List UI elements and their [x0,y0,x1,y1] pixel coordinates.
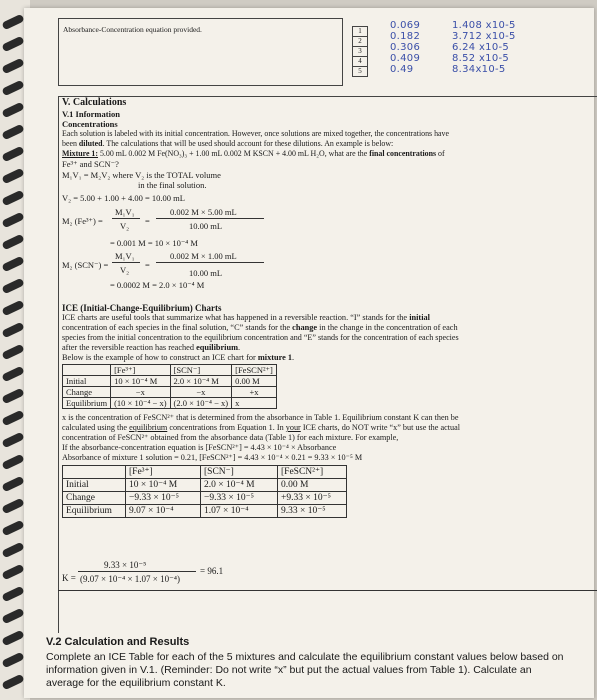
scn-denominator: 10.00 mL [189,268,223,278]
table-cell: −9.33 × 10⁻⁵ [201,492,278,505]
table-header: [Fe³⁺] [111,365,170,376]
table-cell: −9.33 × 10⁻⁵ [126,492,201,505]
table-header: [SCN⁻] [201,466,278,479]
row-number: 3 [353,47,368,57]
handwritten-absorbance: 0.306 [390,42,421,53]
table-cell: +9.33 × 10⁻⁵ [278,492,347,505]
table-cell: Initial [63,479,126,492]
table-cell: 9.33 × 10⁻⁵ [278,505,347,518]
table-cell: 9.07 × 10⁻⁴ [126,505,201,518]
mixture-line: Mixture 1: 5.00 mL 0.002 M Fe(NO₃)₃ + 1.00 mL 0.002 M KSCN + 4.00 mL H₂O, what are the final concentrations of [62,149,445,158]
k-numerator: 9.33 × 10⁻⁵ [104,560,147,570]
dilution-formula-note: in the final solution. [138,180,207,190]
fraction-bar [156,262,264,263]
fe-denominator: 10.00 mL [189,221,223,231]
table-cell: (2.0 × 10⁻⁴ − x) [170,398,232,409]
table-header: [SCN⁻] [170,365,232,376]
ice-heading: ICE (Initial-Change-Equilibrium) Charts [62,303,222,313]
ice-explanation-line: calculated using the equilibrium concentrations from Equation 1. In your ICE charts, do NOT write “x” but use the actual [62,423,460,432]
section-title: V. Calculations [62,97,127,108]
table-header: [FeSCN²⁺] [278,466,347,479]
row-number: 1 [353,27,368,37]
table-cell: Equilibrium [63,398,111,409]
handwritten-absorbance: 0.182 [390,31,421,42]
table-cell: 0.00 M [232,376,277,387]
equals-sign: = [145,216,150,226]
ice-paragraph-line: Below is the example of how to construct an ICE chart for mixture 1. [62,353,295,362]
intro-line: been diluted. The calculations that will be used should account for these dilutions. An example is below: [62,139,394,148]
table-cell: 10 × 10⁻⁴ M [126,479,201,492]
handwritten-concentration: 8.52 x10-5 [452,53,510,64]
subsection-title: V.1 Information [62,109,120,119]
concentrations-heading: Concentrations [62,119,118,129]
k-result: = 96.1 [200,566,224,576]
fraction-bar [78,571,196,572]
handwritten-concentration: 6.24 x10-5 [452,42,510,53]
handwritten-absorbance: 0.49 [390,64,414,75]
handwritten-absorbance: 0.409 [390,53,421,64]
fe-numerator: 0.002 M × 5.00 mL [170,207,237,217]
scn-frac-top: M₁V₁ [115,251,135,261]
ice-paragraph-line: species from the initial concentration to the equilibrium concentration and “E” stands for the concentration of each species [62,333,459,342]
fraction-bar [112,218,140,219]
fraction-bar [112,262,140,263]
handwritten-concentration: 8.34x10-5 [452,64,506,75]
k-denominator: (9.07 × 10⁻⁴ × 1.07 × 10⁻⁴) [80,574,180,584]
table-cell: Initial [63,376,111,387]
equals-sign: = [145,260,150,270]
ice-paragraph-line: after the reversible reaction has reached equilibrium. [62,343,241,352]
table-header: [Fe³⁺] [126,466,201,479]
row-number: 4 [353,57,368,67]
table-cell: Change [63,387,111,398]
table-cell: Equilibrium [63,505,126,518]
calc-results-instructions: Complete an ICE Table for each of the 5 mixtures and calculate the equilibrium constant values below based on information given in V.1. (Reminder: Do not write “x” but put the actual values from Table 1). Calculate an average for the equilibrium constant K. [46,651,564,689]
fe-frac-top: M₁V₁ [115,207,135,217]
table-cell: 10 × 10⁻⁴ M [111,376,170,387]
calc-results-title: V.2 Calculation and Results [46,636,190,648]
ice-explanation-line: concentration of FeSCN²⁺ obtained from the absorbance data (Table 1) for each mixture. For example, [62,433,399,442]
row-number-table [352,26,368,77]
k-lhs: K = [62,573,76,583]
table-cell: 1.07 × 10⁻⁴ [201,505,278,518]
ice-paragraph-line: concentration of each species in the final solution, “C” stands for the change in the change in the concentration of each [62,323,458,332]
table-cell: (10 × 10⁻⁴ − x) [111,398,170,409]
ice-table-mixture1 [62,465,347,518]
intro-line: Each solution is labeled with its initial concentration. However, once solutions are mixed together, the concentrations have [62,129,449,138]
ice-explanation-line: If the absorbance-concentration equation is [FeSCN²⁺] = 4.43 × 10⁻⁴ × Absorbance [62,443,337,452]
fe-result: = 0.001 M = 10 × 10⁻⁴ M [110,238,198,248]
scn-result: = 0.0002 M = 2.0 × 10⁻⁴ M [110,280,205,290]
question-line: Fe³⁺ and SCN⁻? [62,159,119,169]
total-volume-calc: V₂ = 5.00 + 1.00 + 4.00 = 10.00 mL [62,193,185,203]
table-header: [FeSCN²⁺] [232,365,277,376]
scn-numerator: 0.002 M × 1.00 mL [170,251,237,261]
table-cell: Change [63,492,126,505]
ice-table-example [62,364,277,409]
table-cell: 2.0 × 10⁻⁴ M [201,479,278,492]
ice-explanation-line: x is the concentration of FeSCN²⁺ that is determined from the absorbance in Table 1. Equilibrium constant K can then be [62,413,459,422]
fe-lhs: M₂ (Fe³⁺) = [62,216,103,226]
handwritten-concentration: 1.408 x10-5 [452,20,516,31]
table-cell: −x [170,387,232,398]
handwritten-absorbance: 0.069 [390,20,421,31]
worksheet-page [24,8,594,698]
table-cell: −x [111,387,170,398]
table-cell: 0.00 M [278,479,347,492]
table-cell: x [232,398,277,409]
row-number: 5 [353,67,368,77]
scn-lhs: M₂ (SCN⁻) = [62,260,109,270]
equation-box-label: Absorbance-Concentration equation provided. [63,25,202,34]
fe-frac-bottom: V₂ [120,221,130,231]
table-header [63,466,126,479]
dilution-formula: M₁V₁ = M₂V₂ where V₂ is the TOTAL volume [62,170,221,180]
table-cell: 2.0 × 10⁻⁴ M [170,376,232,387]
ice-paragraph-line: ICE charts are useful tools that summarize what has happened in a reversible reaction. “I” stands for the initial [62,313,430,322]
ice-explanation-line: Absorbance of mixture 1 solution = 0.21, [FeSCN²⁺] = 4.43 × 10⁻⁴ × 0.21 = 9.33 × 10⁻⁵ M [62,453,363,462]
table-cell: +x [232,387,277,398]
table-header [63,365,111,376]
scn-frac-bottom: V₂ [120,265,130,275]
fraction-bar [156,218,264,219]
section-divider [58,590,597,591]
row-number: 2 [353,37,368,47]
equation-box [58,18,343,86]
handwritten-concentration: 3.712 x10-5 [452,31,516,42]
